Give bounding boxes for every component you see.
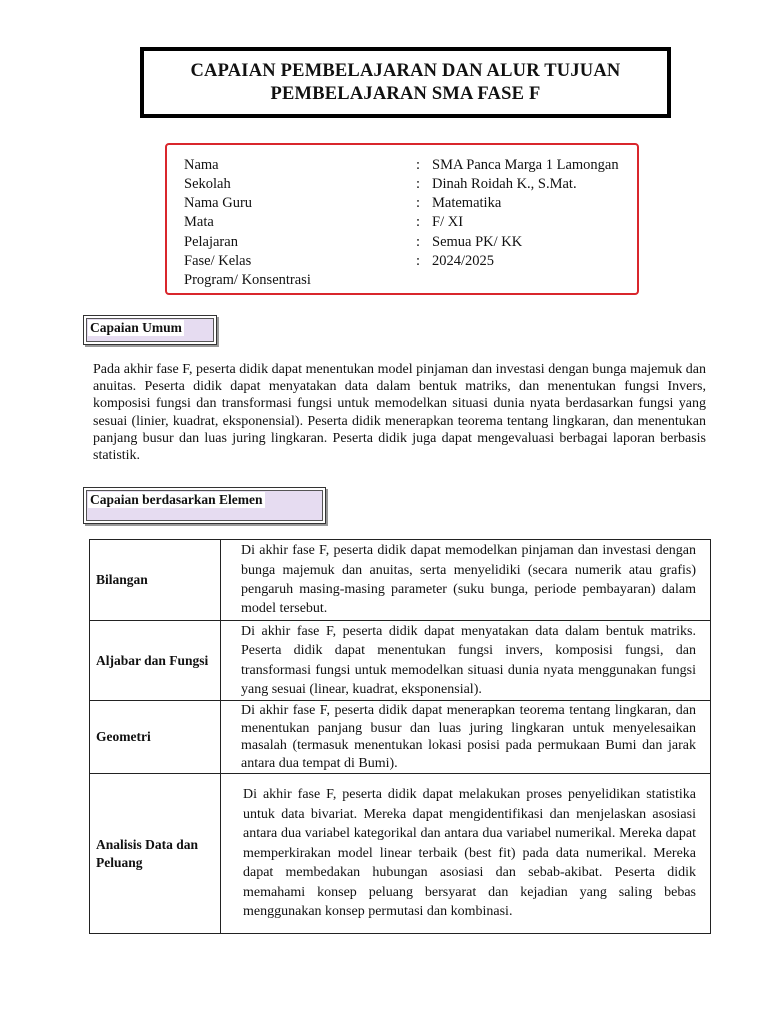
identity-colon: : [416,253,421,269]
title-line-2: PEMBELAJARAN SMA FASE F [270,83,541,104]
document-title-box [140,47,671,118]
identity-colon: : [416,195,421,211]
identity-value: Semua PK/ KK [432,234,523,250]
identity-label: Pelajaran [184,234,238,250]
identity-colon: : [416,214,421,230]
identity-label: Nama [184,157,219,173]
table-row [90,774,711,934]
element-description: Di akhir fase F, peserta didik dapat menerapkan teorema tentang lingkaran, dan menentukan panjang busur dan luas juring lingkaran untuk menyelesaikan masalah (termasuk menentukan lokasi posisi pada permukaan Bumi dan jarak antara dua tempat di Bumi). [221,701,711,774]
elements-table [89,539,711,934]
element-description: Di akhir fase F, peserta didik dapat memodelkan pinjaman dan investasi dengan bunga majemuk dan anuitas, serta menyelidiki (secara numerik atau grafis) pengaruh masing-masing parameter (suku bunga, periode pembayaran) dalam model tersebut. [221,540,711,621]
identity-value: SMA Panca Marga 1 Lamongan [432,157,619,173]
identity-box [165,143,639,295]
identity-label: Fase/ Kelas [184,253,252,269]
identity-label: Nama Guru [184,195,253,211]
elements-heading-box [83,487,326,524]
general-achievement-text: Pada akhir fase F, peserta didik dapat menentukan model pinjaman dan investasi dengan bunga majemuk dan anuitas. Peserta didik dapat menyatakan data dalam bentuk matriks, dan menentukan fungsi Invers, komposisi fungsi dan transformasi fungsi untuk memodelkan situasi dunia nyata berdasarkan fungsi yang sesuai (linier, kuadrat, eksponensial). Peserta didik menerapkan teorema tentang lingkaran, dan menentukan panjang busur dan luas juring lingkaran. Peserta didik juga dapat mengevaluasi berbagai laporan berbasis statistik. [93,362,706,464]
identity-value: Matematika [432,195,502,211]
element-name: Geometri [90,701,221,774]
table-row [90,621,711,701]
element-description: Di akhir fase F, peserta didik dapat melakukan proses penyelidikan statistika untuk data bivariat. Mereka dapat mengidentifikasi dan menjelaskan asosiasi antara dua variabel kategorikal dan antara dua variabel numerikal. Mereka dapat memperkirakan model linear terbaik (best fit) pada data numerikal. Mereka dapat membedakan hubungan asosiasi dan sebab-akibat. Peserta didik memahami konsep peluang bersyarat dan kejadian yang saling bebas menggunakan konsep permutasi dan kombinasi. [221,774,711,934]
element-description: Di akhir fase F, peserta didik dapat menyatakan data dalam bentuk matriks. Peserta didik dapat menentukan fungsi invers, komposisi fungsi, dan transformasi fungsi untuk memodelkan situasi dunia nyata menggunakan fungsi yang sesuai (linear, kuadrat, eksponensial). [221,621,711,701]
identity-label: Mata [184,214,214,230]
title-line-1: CAPAIAN PEMBELAJARAN DAN ALUR TUJUAN [190,60,621,81]
identity-colon: : [416,157,421,173]
element-name: Analisis Data dan Peluang [90,774,221,934]
element-name: Aljabar dan Fungsi [90,621,221,701]
identity-colon: : [416,176,421,192]
general-heading: Capaian Umum [90,320,182,335]
identity-value: F/ XI [432,214,464,230]
table-row [90,540,711,621]
elements-heading: Capaian berdasarkan Elemen [90,492,263,507]
identity-label: Sekolah [184,176,231,192]
identity-value: 2024/2025 [432,253,495,269]
identity-colon: : [416,234,421,250]
general-heading-box [83,315,217,345]
table-row [90,701,711,774]
element-name: Bilangan [90,540,221,621]
identity-value: Dinah Roidah K., S.Mat. [432,176,577,192]
identity-label: Program/ Konsentrasi [184,272,311,288]
